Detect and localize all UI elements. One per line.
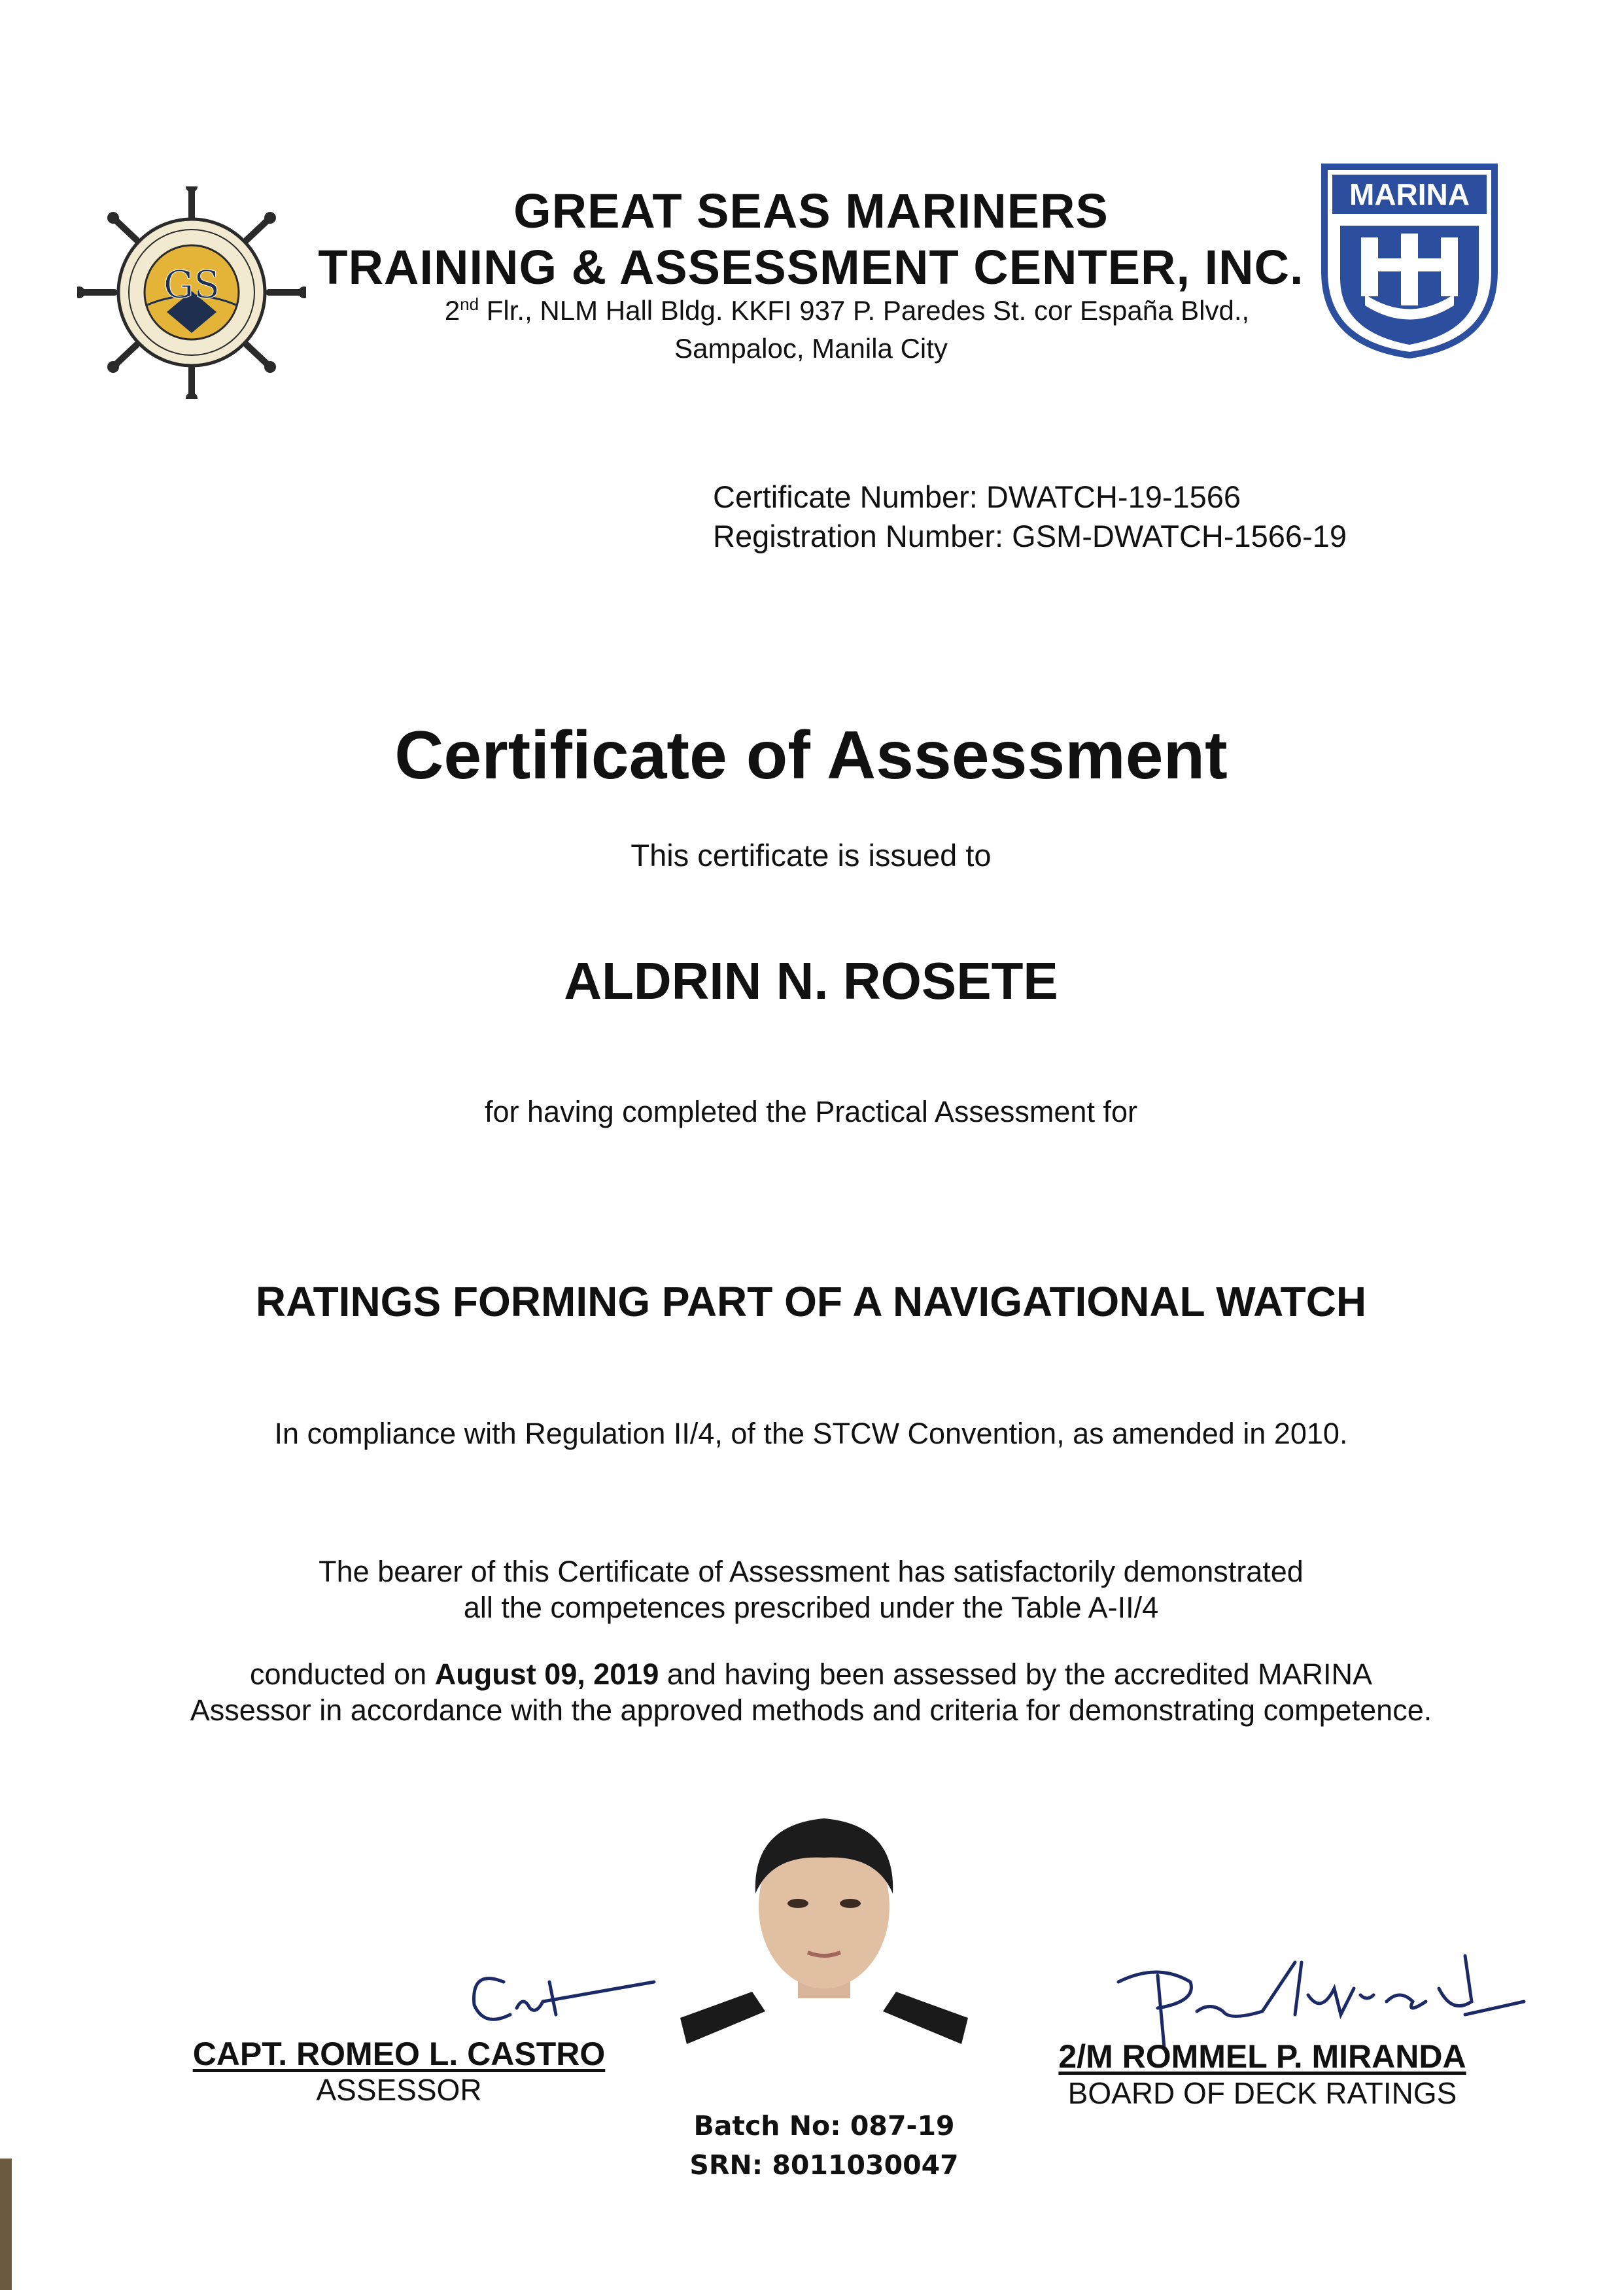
recipient-name: ALDRIN N. ROSETE (564, 952, 1058, 1010)
address-floor-suffix: nd (460, 294, 479, 314)
svg-text:MARINA: MARINA (1349, 177, 1470, 211)
ship-wheel-icon (77, 186, 306, 399)
conducted-suffix: and having been assessed by the accredited MARINA (659, 1657, 1373, 1691)
address-line-1 (366, 293, 1328, 328)
address-line-1-rest: Flr., NLM Hall Bldg. KKFI 937 P. Paredes St. cor España Blvd., (479, 295, 1250, 326)
svg-text:GS: GS (163, 262, 220, 307)
anchor-shield-icon (1318, 160, 1501, 360)
portrait-image (667, 1796, 981, 2083)
bearer-text-line-2: all the competences prescribed under the Table A-II/4 (463, 1591, 1159, 1624)
conducted-text-line-2: Assessor in accordance with the approved methods and criteria for demonstrating competence. (190, 1693, 1432, 1727)
scan-edge-shadow (0, 2159, 12, 2290)
certificate-title: Certificate of Assessment (394, 718, 1228, 793)
batch-number: Batch No: 087-19 (693, 2110, 955, 2142)
marina-logo (1318, 160, 1501, 360)
address-floor-number: 2 (444, 295, 460, 326)
address-line-2: Sampaloc, Manila City (674, 333, 948, 364)
srn-number: SRN: 8011030047 (689, 2149, 959, 2181)
recipient-photo (667, 1796, 981, 2083)
bearer-text-line-1: The bearer of this Certificate of Assessment has satisfactorily demonstrated (319, 1555, 1304, 1588)
org-name-line-2: TRAINING & ASSESSMENT CENTER, INC. (318, 240, 1304, 294)
registration-number-row (713, 517, 1347, 556)
org-name-line-1: GREAT SEAS MARINERS (513, 184, 1109, 238)
registration-number-label: Registration Number: (713, 519, 1004, 553)
registration-number-value: GSM-DWATCH-1566-19 (1012, 519, 1347, 553)
course-title: RATINGS FORMING PART OF A NAVIGATIONAL WATCH (255, 1278, 1367, 1325)
conducted-prefix: conducted on (249, 1657, 435, 1691)
completed-text: for having completed the Practical Assessment for (485, 1095, 1137, 1128)
compliance-text: In compliance with Regulation II/4, of the STCW Convention, as amended in 2010. (274, 1417, 1348, 1450)
certificate-number-row (713, 477, 1241, 517)
board-signatory-role: BOARD OF DECK RATINGS (1067, 2076, 1457, 2110)
assessment-date: August 09, 2019 (434, 1657, 659, 1691)
issued-to-text: This certificate is issued to (631, 838, 992, 873)
gs-logo (77, 186, 306, 399)
board-signatory-name: 2/M ROMMEL P. MIRANDA (1058, 2038, 1466, 2075)
assessor-role: ASSESSOR (316, 2073, 482, 2107)
conducted-text-line-1 (98, 1656, 1524, 1693)
certificate-number-label: Certificate Number: (713, 479, 978, 514)
assessor-name: CAPT. ROMEO L. CASTRO (192, 2036, 606, 2072)
assessor-signature (458, 1943, 667, 2047)
certificate-number-value: DWATCH-19-1566 (986, 479, 1241, 514)
